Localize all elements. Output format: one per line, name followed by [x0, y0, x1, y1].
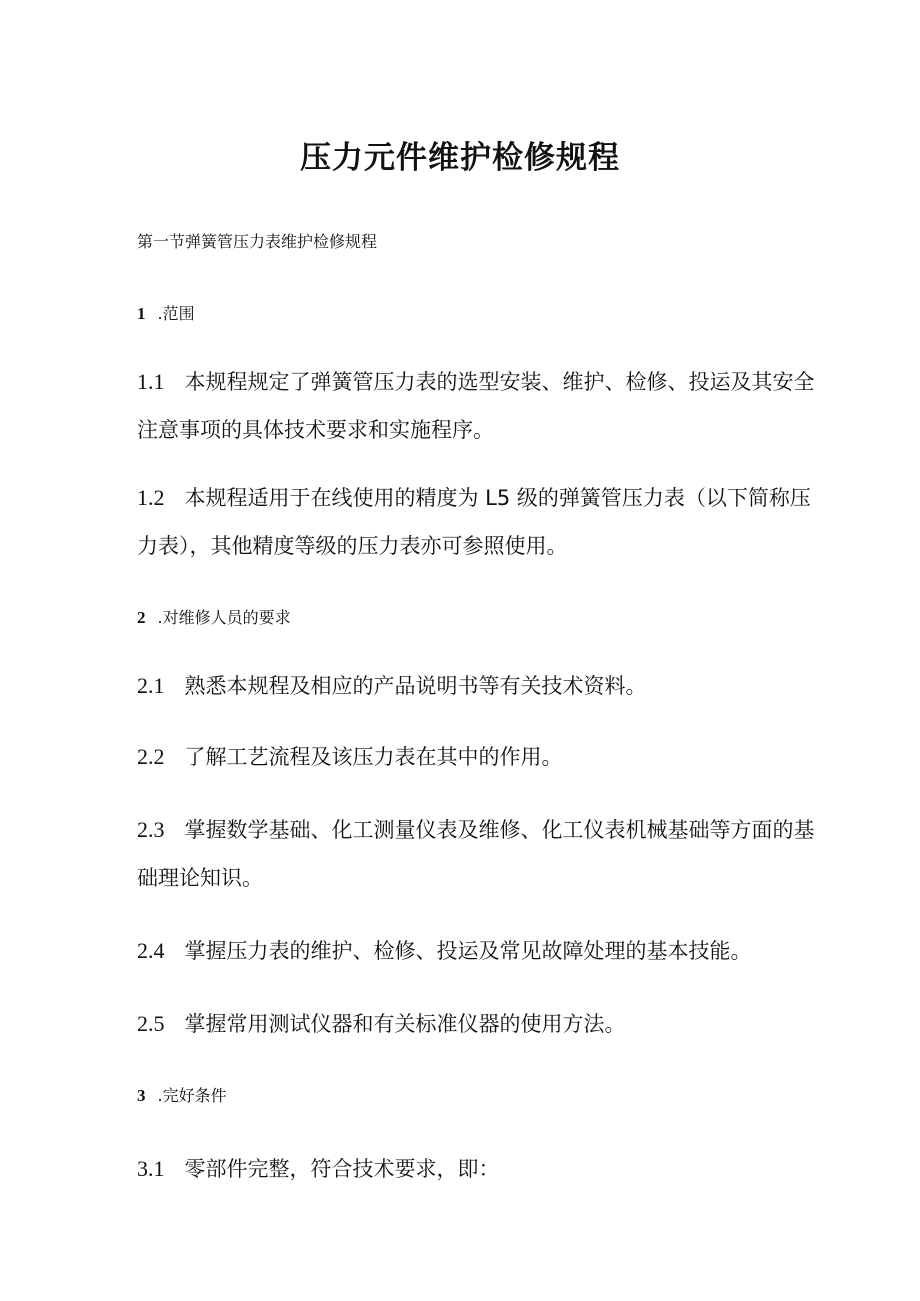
paragraph-2-3-number: 2.3 [137, 817, 165, 842]
paragraph-2-1 [137, 670, 647, 700]
paragraph-1-1-number: 1.1 [137, 369, 165, 394]
heading-2-number: 2 [137, 608, 146, 627]
heading-2-text: .对维修人员的要求 [157, 608, 291, 627]
document-title: 压力元件维护检修规程 [300, 140, 620, 176]
heading-3-number: 3 [137, 1086, 146, 1105]
paragraph-2-4-number: 2.4 [137, 938, 165, 963]
paragraph-2-4-line1: 掌握压力表的维护、检修、投运及常见故障处理的基本技能。 [184, 939, 752, 963]
paragraph-2-5-number: 2.5 [137, 1011, 165, 1036]
paragraph-1-1-line1: 本规程规定了弹簧管压力表的选型安装、维护、检修、投运及其安全 [184, 370, 815, 394]
heading-1-text: .范围 [157, 304, 195, 323]
paragraph-1-2-number: 1.2 [137, 485, 165, 510]
paragraph-2-2-line1: 了解工艺流程及该压力表在其中的作用。 [184, 745, 563, 769]
paragraph-2-2-number: 2.2 [137, 744, 165, 769]
paragraph-2-3-line2: 础理论知识。 [137, 866, 263, 890]
paragraph-3-1-number: 3.1 [137, 1156, 165, 1181]
paragraph-3-1 [137, 1153, 500, 1183]
paragraph-2-3-line1: 掌握数学基础、化工测量仪表及维修、化工仪表机械基础等方面的基 [184, 818, 815, 842]
heading-1-number: 1 [137, 304, 146, 323]
paragraph-2-3 [137, 814, 815, 844]
paragraph-2-1-number: 2.1 [137, 673, 165, 698]
paragraph-2-2 [137, 741, 563, 771]
paragraph-1-2-line2: 力表），其他精度等级的压力表亦可参照使用。 [137, 534, 568, 558]
paragraph-1-2-line1: 本规程适用于在线使用的精度为 L5 级的弹簧管压力表（以下简称压 [184, 486, 811, 510]
paragraph-1-2 [137, 482, 811, 512]
paragraph-1-1 [137, 366, 815, 396]
heading-3-text: .完好条件 [157, 1086, 227, 1105]
paragraph-2-5-line1: 掌握常用测试仪器和有关标准仪器的使用方法。 [184, 1012, 626, 1036]
section-heading: 第一节弹簧管压力表维护检修规程 [137, 232, 378, 251]
heading-3 [137, 1083, 227, 1106]
paragraph-1-1-line2: 注意事项的具体技术要求和实施程序。 [137, 418, 494, 442]
heading-2 [137, 605, 291, 628]
paragraph-2-1-line1: 熟悉本规程及相应的产品说明书等有关技术资料。 [184, 674, 647, 698]
paragraph-2-4 [137, 935, 752, 965]
paragraph-3-1-line1: 零部件完整，符合技术要求，即： [184, 1157, 500, 1181]
heading-1 [137, 301, 195, 324]
paragraph-2-5 [137, 1008, 626, 1038]
